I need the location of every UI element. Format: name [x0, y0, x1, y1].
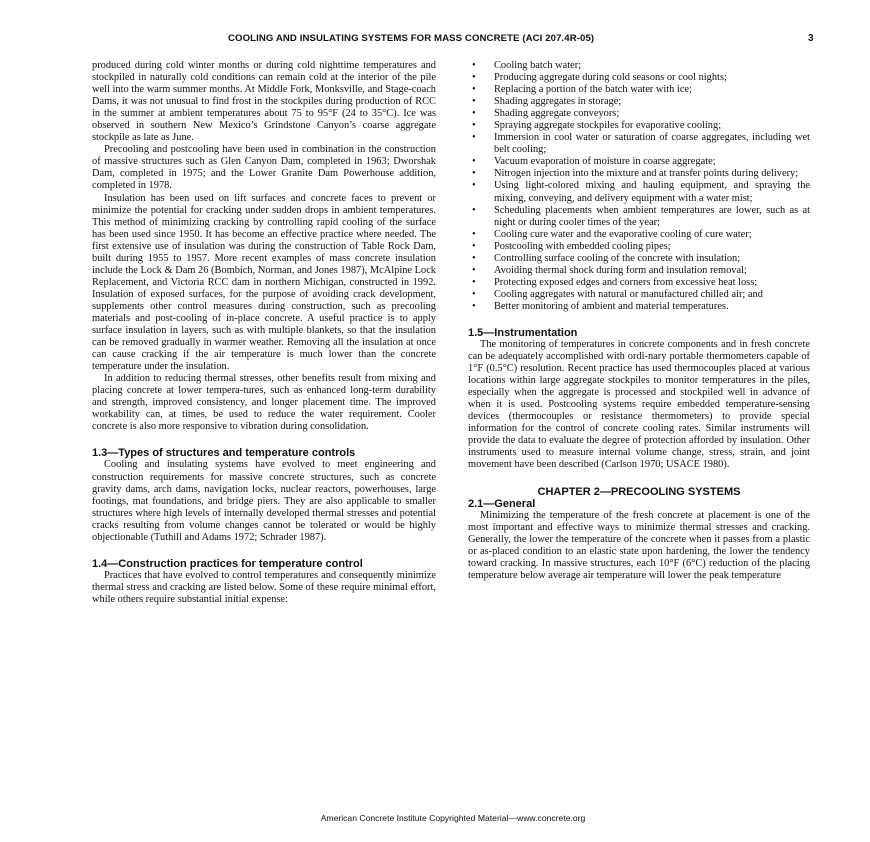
list-item: • Cooling aggregates with natural or manufactured chilled air; and [472, 288, 763, 300]
list-item: • Avoiding thermal shock during form and insulation removal; [472, 264, 747, 276]
bullet-icon: • [472, 132, 476, 144]
bullet-icon: • [472, 276, 476, 288]
bullet-icon: • [472, 288, 476, 300]
list-item: • Replacing a portion of the batch water with ice; [472, 84, 692, 96]
list-item: • Immersion in cool water or saturation of coarse aggregates, including wet belt cooling; [472, 132, 810, 156]
section-1-5-text: The monitoring of temperatures in concrete components and in fresh concrete can be adequately accomplished with ordi-nary portable thermometers capable of 1°F (0.5°C) resolution. Recent practice has used thermocouples placed at various locations within large aggregate stockpiles to monitor temperatures in the piles, especially when the aggregate is processed and stockpiled well in advance of when it is used. Postcooling systems require embedded temperature-sensing devices (thermocouples or resistance thermometers) to provide special information for the control of concrete cooling rates. Similar instruments will provide the data to evaluate the degree of protection afforded by insulation. Other instruments used to measure internal volume change, stress, strain, and joint movement have been described (Carlson 1970; USACE 1980). [468, 338, 810, 471]
bullet-icon: • [472, 204, 476, 216]
paragraph-insulation: Insulation has been used on lift surfaces and concrete faces to prevent or minimize the potential for cracking under sudden drops in ambient temperatures. This method of minimizing cracking by controlling rapid cooling of the surface has been used since 1950. It has become an effective practice where needed. The first extensive use of insulation was during the construction of Table Rock Dam, built during 1955 to 1957. More recent examples of mass concrete insulation include the Lock & Dam 26 (Bombich, Norman, and Jones 1987), McAlpine Lock Replacement, and Victoria RCC dam in northern Michigan, constructed in 1992. Insulation of exposed surfaces, for the purpose of avoiding crack development, supplements other control measures during construction, such as precooling materials and post-cooling of in-place concrete. A useful practice is to apply surface insulation in layers, such as with multiple blankets, so that the insulation can be removed gradually in warmer weather. Removing all the insulation at once can cause cracking if the air temperature is much lower than the concrete temperature under the insulation. [92, 192, 436, 373]
list-item: • Scheduling placements when ambient temperatures are lower, such as at night or during cooler times of the year; [472, 204, 810, 228]
list-item: • Nitrogen injection into the mixture and at transfer points during delivery; [472, 168, 799, 180]
right-column [468, 60, 810, 582]
list-item: • Postcooling with embedded cooling pipes; [472, 240, 671, 252]
section-heading-1-5: 1.5—Instrumentation [468, 326, 578, 339]
section-heading-2-1: 2.1—General [468, 497, 536, 510]
list-item: • Controlling surface cooling of the concrete with insulation; [472, 252, 741, 264]
list-item: • Protecting exposed edges and corners from excessive heat loss; [472, 276, 758, 288]
bullet-icon: • [472, 252, 476, 264]
running-header [0, 33, 870, 49]
bullet-icon: • [472, 108, 476, 120]
left-column [92, 60, 436, 606]
section-1-3-text: Cooling and insulating systems have evolved to meet engineering and construction requirements for massive concrete structures, such as concrete gravity dams, arch dams, navigation locks, nuclear reactors, powerhouses, large footings, mat foundations, and bridge piers. They are also applicable to smaller structures where high levels of internally developed thermal stresses and potential cracks resulting from volume changes cannot be tolerated or would be highly objectionable (Tuthill and Adams 1972; Schrader 1987). [92, 459, 436, 543]
list-item: • Spraying aggregate stockpiles for evaporative cooling; [472, 120, 722, 132]
bullet-icon: • [472, 264, 476, 276]
bullet-icon: • [472, 300, 476, 312]
page-number: 3 [808, 33, 814, 44]
list-item: • Cooling batch water; [472, 60, 582, 71]
bullet-icon: • [472, 228, 476, 240]
footer-text: American Concrete Institute Copyrighted Material—www.concrete.org [320, 813, 586, 823]
bullet-icon: • [472, 60, 476, 71]
bullet-icon: • [472, 120, 476, 132]
section-2-1-text: Minimizing the temperature of the fresh concrete at placement is one of the most important and effective ways to minimize thermal stresses and cracking. Generally, the lower the temperature of the concrete when it passes from a plastic or as-placed condition to an elastic state upon hardening, the lower the tendency toward cracking. In massive structures, each 10°F (6°C) reduction of the placing temperature below average air temperature will lower the peak temperature [468, 509, 810, 581]
running-title: COOLING AND INSULATING SYSTEMS FOR MASS CONCRETE (ACI 207.4R-05) [228, 33, 595, 44]
paragraph-benefits: In addition to reducing thermal stresses, other benefits result from mixing and placing concrete at lower tempera-tures, such as enhanced long-term durability and strength, improved consistency, and longer placement time. The improved workability can, at times, be used to reduce the water requirement. Cooler concrete is also more responsive to vibration during consolidation. [92, 373, 436, 433]
bullet-icon: • [472, 156, 476, 168]
list-item: • Producing aggregate during cold seasons or cool nights; [472, 72, 727, 84]
bullet-icon: • [472, 240, 476, 252]
list-item: • Vacuum evaporation of moisture in coarse aggregate; [472, 156, 716, 168]
list-item: • Better monitoring of ambient and material temperatures. [472, 300, 729, 312]
list-item: • Cooling cure water and the evaporative cooling of cure water; [472, 228, 752, 240]
copyright-footer [0, 813, 870, 823]
list-item: • Shading aggregates in storage; [472, 96, 622, 108]
list-item: • Using light-colored mixing and hauling equipment, and spraying the mixing, conveying, and delivery equipment with a water mist; [472, 180, 810, 204]
list-item: • Shading aggregate conveyors; [472, 108, 620, 120]
bullet-icon: • [472, 84, 476, 96]
chapter-title: CHAPTER 2—PRECOOLING SYSTEMS [537, 485, 741, 498]
practices-list [468, 60, 810, 313]
section-1-4-text: Practices that have evolved to control temperatures and consequently minimize thermal stress and cracking are listed below. Some of these require minimal effort, while others require substantial initial expense: [92, 569, 436, 605]
bullet-icon: • [472, 72, 476, 84]
section-heading-1-3: 1.3—Types of structures and temperature controls [92, 447, 356, 460]
bullet-icon: • [472, 168, 476, 180]
paragraph-continued: produced during cold winter months or during cold nighttime temperatures and stockpiled in naturally cold conditions can remain cold at the interior of the pile well into the warm summer months. At Middle Fork, Monksville, and Stage-coach Dams, it was not unusual to find frost in the stockpiles during production of RCC in the summer at ambient temperatures about 75 to 95°F (24 to 35°C). Ice was observed in southern New Mexico’s Grindstone Canyon’s coarse aggregate stockpile as late as June. [92, 60, 436, 144]
paragraph-precooling: Precooling and postcooling have been used in combination in the construction of massive structures such as Glen Canyon Dam, completed in 1963; Dworshak Dam, completed in 1975; and the Lower Granite Dam Powerhouse addition, completed in 1978. [92, 144, 436, 192]
bullet-icon: • [472, 96, 476, 108]
bullet-icon: • [472, 180, 476, 192]
section-heading-1-4: 1.4—Construction practices for temperature control [92, 557, 363, 570]
